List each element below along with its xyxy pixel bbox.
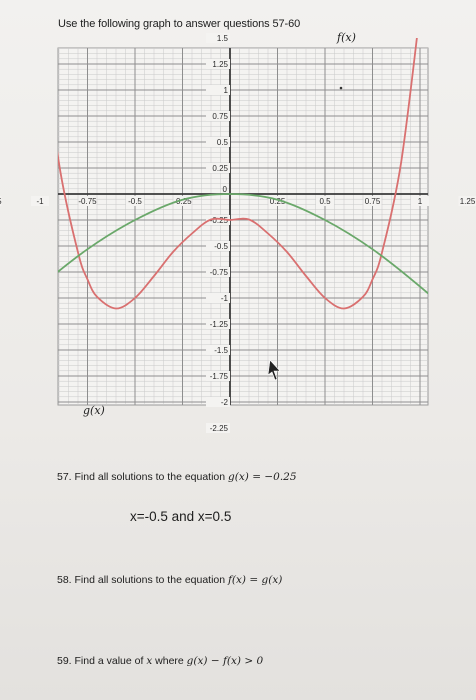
y-tick-label: -1.5 [214, 346, 228, 355]
question-57 [57, 471, 297, 483]
y-tick-label: -0.25 [209, 216, 228, 225]
question-57-text: 57. Find all solutions to the equation [57, 471, 229, 483]
y-tick-label: -2.25 [209, 424, 228, 433]
question-57-answer[interactable]: x=-0.5 and x=0.5 [130, 509, 232, 524]
x-tick-label: 1 [417, 197, 423, 206]
y-tick-label: 1 [223, 86, 228, 95]
y-tick-label: 1.25 [212, 60, 228, 69]
g-curve-label: g(x) [83, 404, 105, 417]
x-tick-label: -0.25 [173, 197, 192, 206]
x-tick-label: 1.25 [459, 197, 476, 206]
question-58 [57, 574, 282, 586]
x-tick-label: 0.75 [364, 197, 381, 206]
question-59-mid: where [152, 655, 187, 667]
y-tick-label: -2 [220, 398, 228, 407]
question-59-text: 59. Find a value of [57, 655, 147, 667]
f-curve-label: f(x) [337, 31, 356, 44]
x-tick-label: -0.5 [128, 197, 142, 206]
y-tick-label: -0.5 [214, 242, 228, 251]
x-tick-label: -0.75 [78, 197, 97, 206]
x-tick-label: 0.25 [269, 197, 286, 206]
question-57-equation: g(x) = −0.25 [228, 471, 297, 483]
y-tick-label: -0.75 [209, 268, 228, 277]
y-tick-label: 1.5 [216, 34, 228, 43]
y-tick-label: 0.75 [212, 112, 228, 121]
marker-dot [340, 87, 343, 90]
question-58-equation: f(x) = g(x) [228, 574, 283, 586]
y-tick-label: -1.25 [209, 320, 228, 329]
origin-label: 0 [222, 185, 227, 194]
y-tick-label: -1.75 [209, 372, 228, 381]
x-tick-label: 0.5 [319, 197, 331, 206]
question-59 [57, 655, 263, 667]
question-59-variable: x [146, 655, 153, 667]
x-tick-label [0, 197, 2, 206]
y-tick-label: 0.25 [212, 164, 228, 173]
instructions-text: Use the following graph to answer questions 57-60 [58, 18, 301, 30]
x-tick-label: -1 [36, 197, 44, 206]
y-tick-label: 0.5 [216, 138, 228, 147]
question-59-inequality: g(x) − f(x) > 0 [186, 655, 264, 667]
y-tick-label: -1 [220, 294, 228, 303]
question-58-text: 58. Find all solutions to the equation [57, 574, 229, 586]
